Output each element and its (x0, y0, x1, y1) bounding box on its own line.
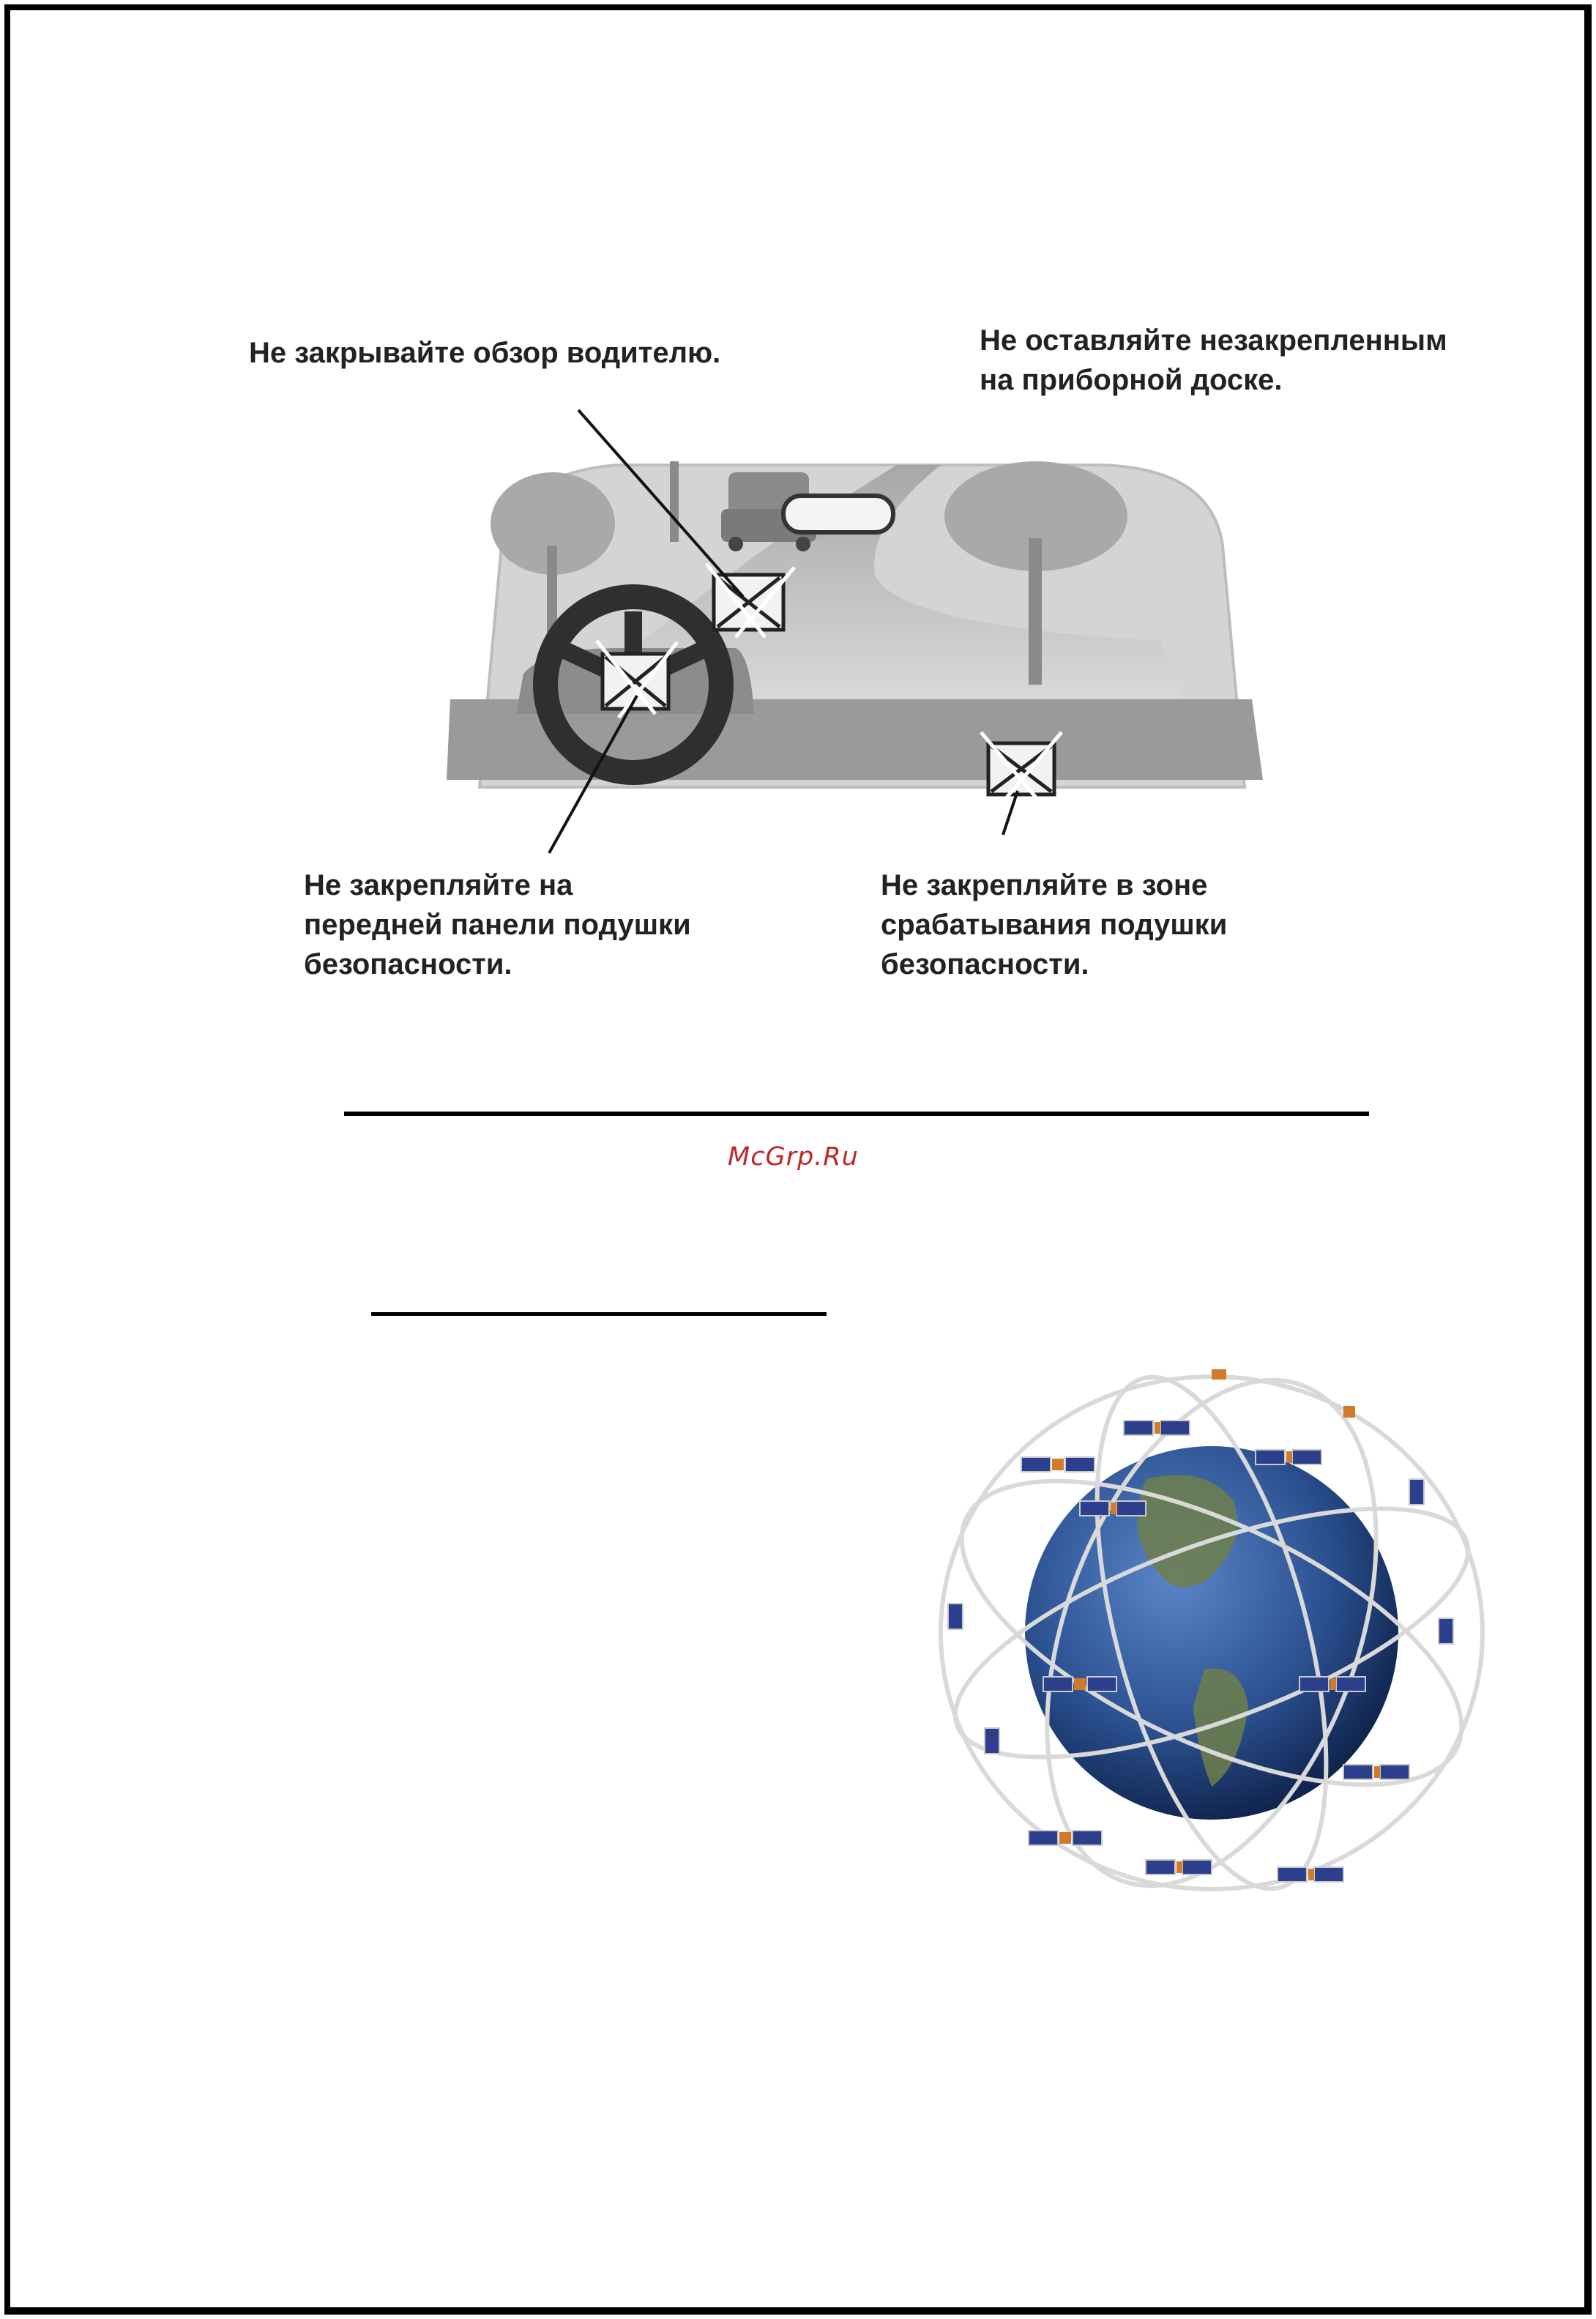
caption-do-not-mount-airbag-panel: Не закрепляйте на передней панели подушки безопасности. (304, 869, 691, 980)
caption-do-not-mount-airbag-zone: Не закрепляйте в зоне срабатывания подушки безопасности. (881, 869, 1228, 980)
mount-position-windshield (706, 564, 794, 637)
caption-do-not-block-view: Не закрывайте обзор водителю. (249, 337, 721, 369)
section-rule-short (371, 1312, 827, 1316)
mount-position-airbag-panel (597, 641, 677, 718)
gps-satellite-globe-illustration (926, 1355, 1497, 1904)
mounting-diagram (238, 304, 1483, 1000)
watermark: McGrp.Ru (728, 1142, 859, 1172)
caption-do-not-leave-unsecured: Не оставляйте незакрепленным на приборной доске. (980, 324, 1447, 396)
mount-position-airbag-zone (981, 732, 1062, 802)
section-rule-long (344, 1112, 1369, 1116)
